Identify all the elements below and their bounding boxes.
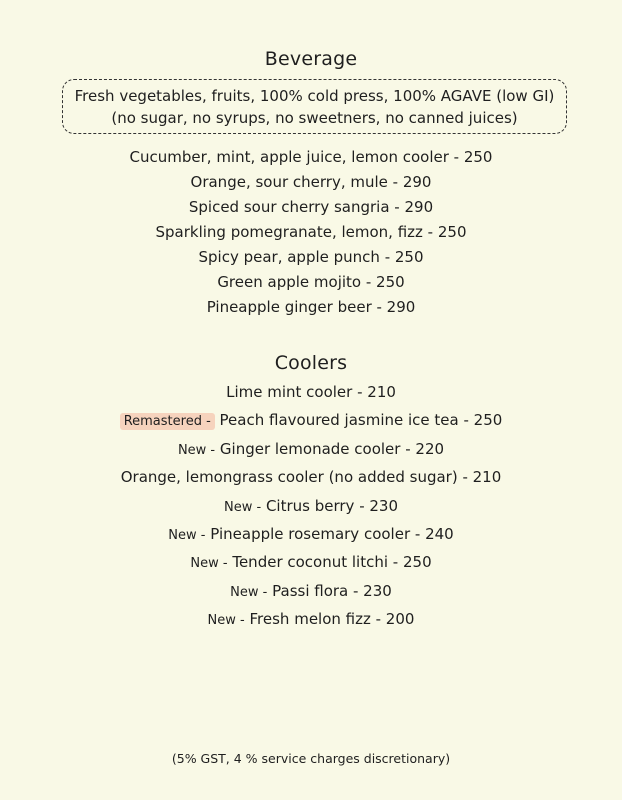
cooler-item	[0, 524, 622, 546]
remastered-badge: Remastered -	[120, 413, 215, 430]
cooler-item	[0, 439, 622, 461]
tax-note: (5% GST, 4 % service charges discretionary)	[171, 751, 451, 766]
cooler-item-text: Tender coconut litchi - 250	[232, 553, 432, 571]
new-tag: New -	[168, 528, 206, 543]
new-tag: New -	[207, 613, 245, 628]
new-tag: New -	[230, 585, 268, 600]
beverage-note-line-2: (no sugar, no syrups, no sweetners, no canned juices)	[111, 108, 518, 127]
cooler-item-text: Ginger lemonade cooler - 220	[219, 440, 445, 458]
beverage-title: Beverage	[264, 48, 358, 70]
cooler-item	[0, 496, 622, 518]
cooler-item-text: Pineapple rosemary cooler - 240	[210, 525, 454, 543]
cooler-item	[0, 467, 622, 487]
cooler-item	[0, 410, 622, 432]
new-tag: New -	[223, 500, 262, 515]
cooler-item	[0, 609, 622, 631]
cooler-item-text: Orange, lemongrass cooler (no added sugar) - 210	[120, 468, 502, 486]
beverage-item: Sparkling pomegranate, lemon, fizz - 250	[155, 223, 467, 241]
coolers-title: Coolers	[274, 352, 348, 374]
cooler-item-text: Fresh melon fizz - 200	[249, 610, 415, 628]
beverage-note-box	[62, 79, 567, 134]
cooler-item	[0, 382, 622, 402]
new-tag: New -	[190, 556, 228, 571]
beverage-item: Orange, sour cherry, mule - 290	[190, 173, 432, 191]
cooler-item	[0, 581, 622, 603]
beverage-item: Pineapple ginger beer - 290	[206, 298, 416, 316]
cooler-item-text: Peach flavoured jasmine ice tea - 250	[219, 411, 503, 429]
beverage-note-line-1: Fresh vegetables, fruits, 100% cold press, 100% AGAVE (low GI)	[74, 86, 555, 105]
cooler-item-text: Lime mint cooler - 210	[226, 383, 396, 401]
cooler-item-text: Passi flora - 230	[272, 582, 392, 600]
beverage-item: Spicy pear, apple punch - 250	[198, 248, 424, 266]
beverage-item: Green apple mojito - 250	[217, 273, 405, 291]
cooler-item-text: Citrus berry - 230	[265, 497, 399, 515]
cooler-item	[0, 552, 622, 574]
beverage-item: Cucumber, mint, apple juice, lemon cooler - 250	[129, 148, 493, 166]
beverage-item: Spiced sour cherry sangria - 290	[188, 198, 434, 216]
new-tag: New -	[177, 443, 216, 458]
